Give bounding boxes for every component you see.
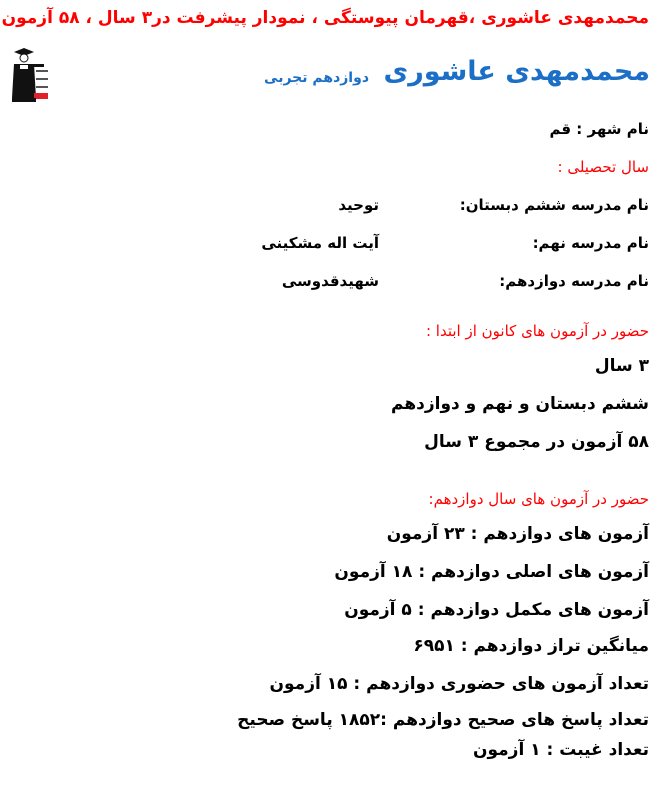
school-value-grade9: آیت اله مشکینی <box>261 234 379 252</box>
kanoon-attendance-heading: حضور در آزمون های کانون از ابتدا : <box>425 322 649 340</box>
grade12-stat-line: میانگین تراز دوازدهم : ۶۹۵۱ <box>413 636 649 656</box>
grade12-stat-line: تعداد پاسخ های صحیح دوازدهم :۱۸۵۲ پاسخ صحیح <box>237 710 649 730</box>
kanoon-attendance-line: ۳ سال <box>594 356 649 376</box>
grade12-stat-line: آزمون های اصلی دوازدهم : ۱۸ آزمون <box>334 562 649 582</box>
grade12-stat-line: تعداد آزمون های حضوری دوازدهم : ۱۵ آزمون <box>269 674 649 694</box>
academic-years-heading: سال تحصیلی : <box>557 158 649 176</box>
school-label-grade9: نام مدرسه نهم: <box>532 234 649 252</box>
student-name: محمدمهدی عاشوری <box>383 56 650 87</box>
grade12-stat-line: تعداد غیبت : ۱ آزمون <box>472 740 649 760</box>
city-line: نام شهر : قم <box>549 120 649 138</box>
school-value-grade12: شهیدقدوسی <box>281 272 379 290</box>
kanoon-attendance-line: ۵۸ آزمون در مجموع ۳ سال <box>424 432 649 452</box>
kanoon-logo <box>10 48 50 106</box>
student-grade: دوازدهم تجربی <box>264 70 369 86</box>
school-label-grade12: نام مدرسه دوازدهم: <box>499 272 649 290</box>
grade12-stat-line: آزمون های دوازدهم : ۲۳ آزمون <box>386 524 649 544</box>
kanoon-attendance-line: ششم دبستان و نهم و دوازدهم <box>391 394 649 414</box>
school-value-grade6: توحید <box>338 196 379 214</box>
school-label-grade6: نام مدرسه ششم دبستان: <box>459 196 649 214</box>
grade12-attendance-heading: حضور در آزمون های سال دوازدهم: <box>428 490 649 508</box>
grade12-stat-line: آزمون های مکمل دوازدهم : ۵ آزمون <box>344 600 649 620</box>
graduate-logo-icon <box>10 48 50 106</box>
page-headline: محمدمهدی عاشوری ،قهرمان پیوستگی ، نمودار پیشرفت در۳ سال ، ۵۸ آزمون <box>1 8 649 28</box>
